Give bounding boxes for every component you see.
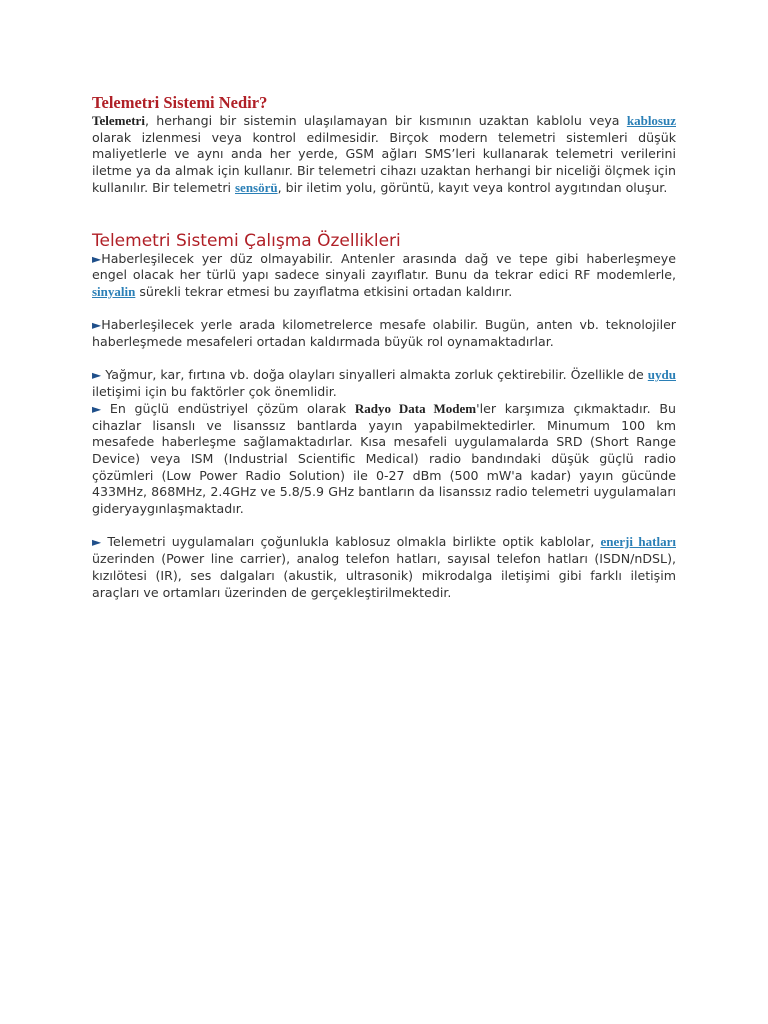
bullet-item-3: ► Yağmur, kar, fırtına vb. doğa olayları sinyalleri almakta zorluk çektirebilir. Özellikle de uydu iletişimi için bu faktörler çok önemlidir. — [92, 367, 676, 400]
bullet-item-1: ►Haberleşilecek yer düz olmayabilir. Antenler arasında dağ ve tepe gibi haberleşmeye engel olacak her türlü yapı sadece sinyali zayıflatır. Bunu da tekrar edici RF modemlerle, sinyalin sürekli tekrar etmesi bu zayıflatma etkisini ortadan kaldırır. — [92, 250, 676, 299]
section-title-ozellikler: Telemetri Sistemi Çalışma Özellikleri — [92, 230, 401, 251]
link-kablosuz[interactable]: kablosuz — [626, 113, 676, 128]
bullet-arrow-icon: ► — [92, 368, 102, 383]
link-sensoru[interactable]: sensörü — [235, 179, 278, 195]
bullet-arrow-icon: ► — [92, 318, 102, 333]
bullet-arrow-icon: ► — [92, 535, 102, 550]
term-telemetri: Telemetri — [92, 113, 145, 128]
bullet-arrow-icon: ► — [92, 401, 102, 416]
term-radyo-data-modem: Radyo Data Modem — [354, 400, 477, 416]
document-body — [92, 93, 676, 601]
link-enerji-hatlari[interactable]: enerji hatları — [600, 534, 676, 550]
bullet-arrow-icon: ► — [92, 251, 102, 266]
paragraph-definition: Telemetri, herhangi bir sistemin ulaşılamayan bir kısmının uzaktan kablolu veya kablosuz olarak izlenmesi veya kontrol edilmesidir. Birçok modern telemetri sistemleri düşük maliyetlerle ve aynı anda her yerde, GSM ağları SMS’leri kullanarak telemetri verilerini iletme ya da almak için kullanır. Bir telemetri cihazı uzaktan herhangi bir niceliği ölçmek için kullanılır. Bir telemetri sensörü, bir iletim yolu, görüntü, kayıt veya kontrol aygıtından oluşur. — [92, 113, 676, 195]
bullet-item-4: ► En güçlü endüstriyel çözüm olarak Radyo Data Modem'ler karşımıza çıkmaktadır. Bu cihazlar lisanslı ve lisanssız bantlarda yayın yapabilmektedirler. Minumum 100 km mesafede haberleşme sağlamaktadırlar. Kısa mesafeli uygulamalarda SRD (Short Range Device) veya ISM (Industrial Scientific Medical) radio bandındaki düşük güçlü radio çözümleri (Low Power Radio Solution) ile 0-27 dBm (500 mW'a kadar) yayın gücünde 433MHz, 868MHz, 2.4GHz ve 5.8/5.9 GHz bantların da lisanssız radio telemetri uygulamaları gideryaygınlaşmaktadır. — [92, 400, 676, 517]
link-sinyalin[interactable]: sinyalin — [92, 283, 136, 299]
section-title-nedir: Telemetri Sistemi Nedir? — [92, 93, 268, 112]
bullet-item-2: ►Haberleşilecek yerle arada kilometrelerce mesafe olabilir. Bugün, anten vb. teknolojiler haberleşmede mesafeleri ortadan kaldırmada büyük rol oynamaktadırlar. — [92, 317, 676, 350]
bullet-item-5: ► Telemetri uygulamaları çoğunlukla kablosuz olmakla birlikte optik kablolar, enerji hatları üzerinden (Power line carrier), analog telefon hatları, sayısal telefon hatları (ISDN/nDSL), kızılötesi (IR), ses dalgaları (akustik, ultrasonik) mikrodalga iletişimi gibi farklı iletişim araçları ve ortamları üzerinden de gerçekleştirilmektedir. — [92, 534, 676, 600]
link-uydu[interactable]: uydu — [647, 367, 676, 383]
